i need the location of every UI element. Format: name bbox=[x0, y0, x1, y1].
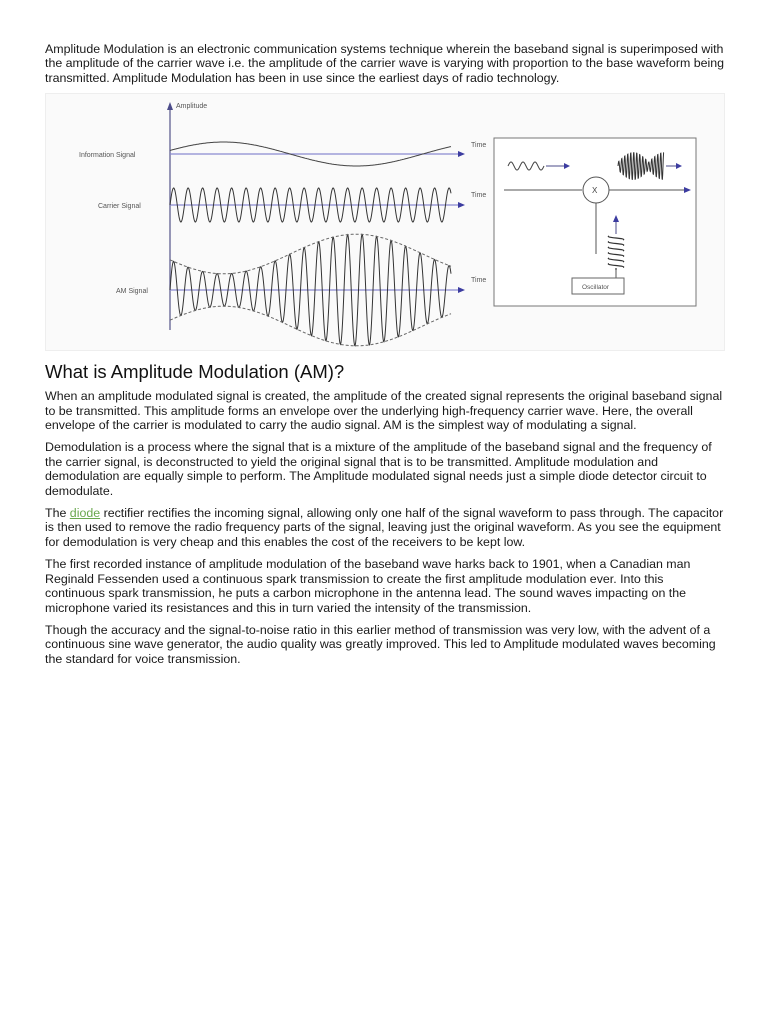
article bbox=[45, 42, 725, 674]
am-time-label: Time bbox=[471, 277, 487, 285]
diode-suffix: rectifier rectifies the incoming signal, allowing only one half of the signal waveform to pass through. The capacitor is then used to remove the radio frequency parts of the signal, leaving just the original waveform. As you see the equipment for demodulation is very cheap and this enables the cost of the receivers to be kept low. bbox=[45, 506, 724, 549]
carrier-time-arrow bbox=[458, 202, 465, 208]
diode-prefix: The bbox=[45, 506, 70, 521]
information-signal-label: Information Signal bbox=[79, 152, 136, 160]
paragraph-diode-rectifier bbox=[45, 506, 725, 549]
am-envelope-bottom bbox=[170, 306, 451, 346]
carrier-signal-label: Carrier Signal bbox=[98, 203, 141, 211]
paragraph-history: The first recorded instance of amplitude modulation of the baseband wave harks back to 1901, when a Canadian man Reginald Fessenden used a continuous spark transmission to create the first amplitude modulation ever. Into this continuous spark transmission, he puts a carbon microphone in the antenna lead. The sound waves impacting on the microphone varied its resistances and this in turn varied the intensity of the transmission. bbox=[45, 557, 691, 615]
information-time-arrow bbox=[458, 151, 465, 157]
paragraph-sine-generator: Though the accuracy and the signal-to-noise ratio in this earlier method of transmission was very low, with the advent of a continuous sine wave generator, the audio quality was greatly improved. This led to Amplitude modulated waves becoming the standard for voice transmission. bbox=[45, 622, 716, 666]
amplitude-label: Amplitude bbox=[176, 103, 208, 111]
am-envelope-top bbox=[170, 234, 451, 274]
am-diagram bbox=[45, 93, 725, 351]
intro-paragraph: Amplitude Modulation is an electronic communication systems technique wherein the baseband signal is superimposed with the amplitude of the carrier wave i.e. the amplitude of the carrier wave is varying with proportion to the base waveform being transmitted. Amplitude Modulation has been in use since the earliest days of radio technology. bbox=[45, 42, 725, 85]
information-time-label: Time bbox=[471, 142, 487, 150]
carrier-time-label: Time bbox=[471, 192, 487, 200]
paragraph-demodulation: Demodulation is a process where the signal that is a mixture of the amplitude of the baseband signal and the frequency of the carrier signal, is deconstructed to yield the original signal that is to be transmitted. Amplitude modulation and demodulation are equally simple to perform. The Amplitude modulated signal needs just a simple diode detector circuit to demodulate. bbox=[45, 440, 712, 498]
oscillator-label: Oscillator bbox=[582, 284, 610, 292]
diode-link[interactable]: diode bbox=[69, 506, 101, 521]
section-heading: What is Amplitude Modulation (AM)? bbox=[45, 361, 345, 383]
am-time-arrow bbox=[458, 287, 465, 293]
paragraph-am-definition: When an amplitude modulated signal is created, the amplitude of the created signal represents the original baseband signal to be transmitted. This amplitude forms an envelope over the underlying high-frequency carrier wave. Here, the overall envelope of the carrier is modulated to carry the audio signal. AM is the simplest way of modulating a signal. bbox=[45, 389, 723, 433]
am-signal-label: AM Signal bbox=[116, 288, 148, 296]
multiplier-symbol: X bbox=[592, 186, 598, 196]
amplitude-axis-arrow bbox=[167, 102, 173, 110]
am-diagram-svg bbox=[46, 94, 726, 352]
